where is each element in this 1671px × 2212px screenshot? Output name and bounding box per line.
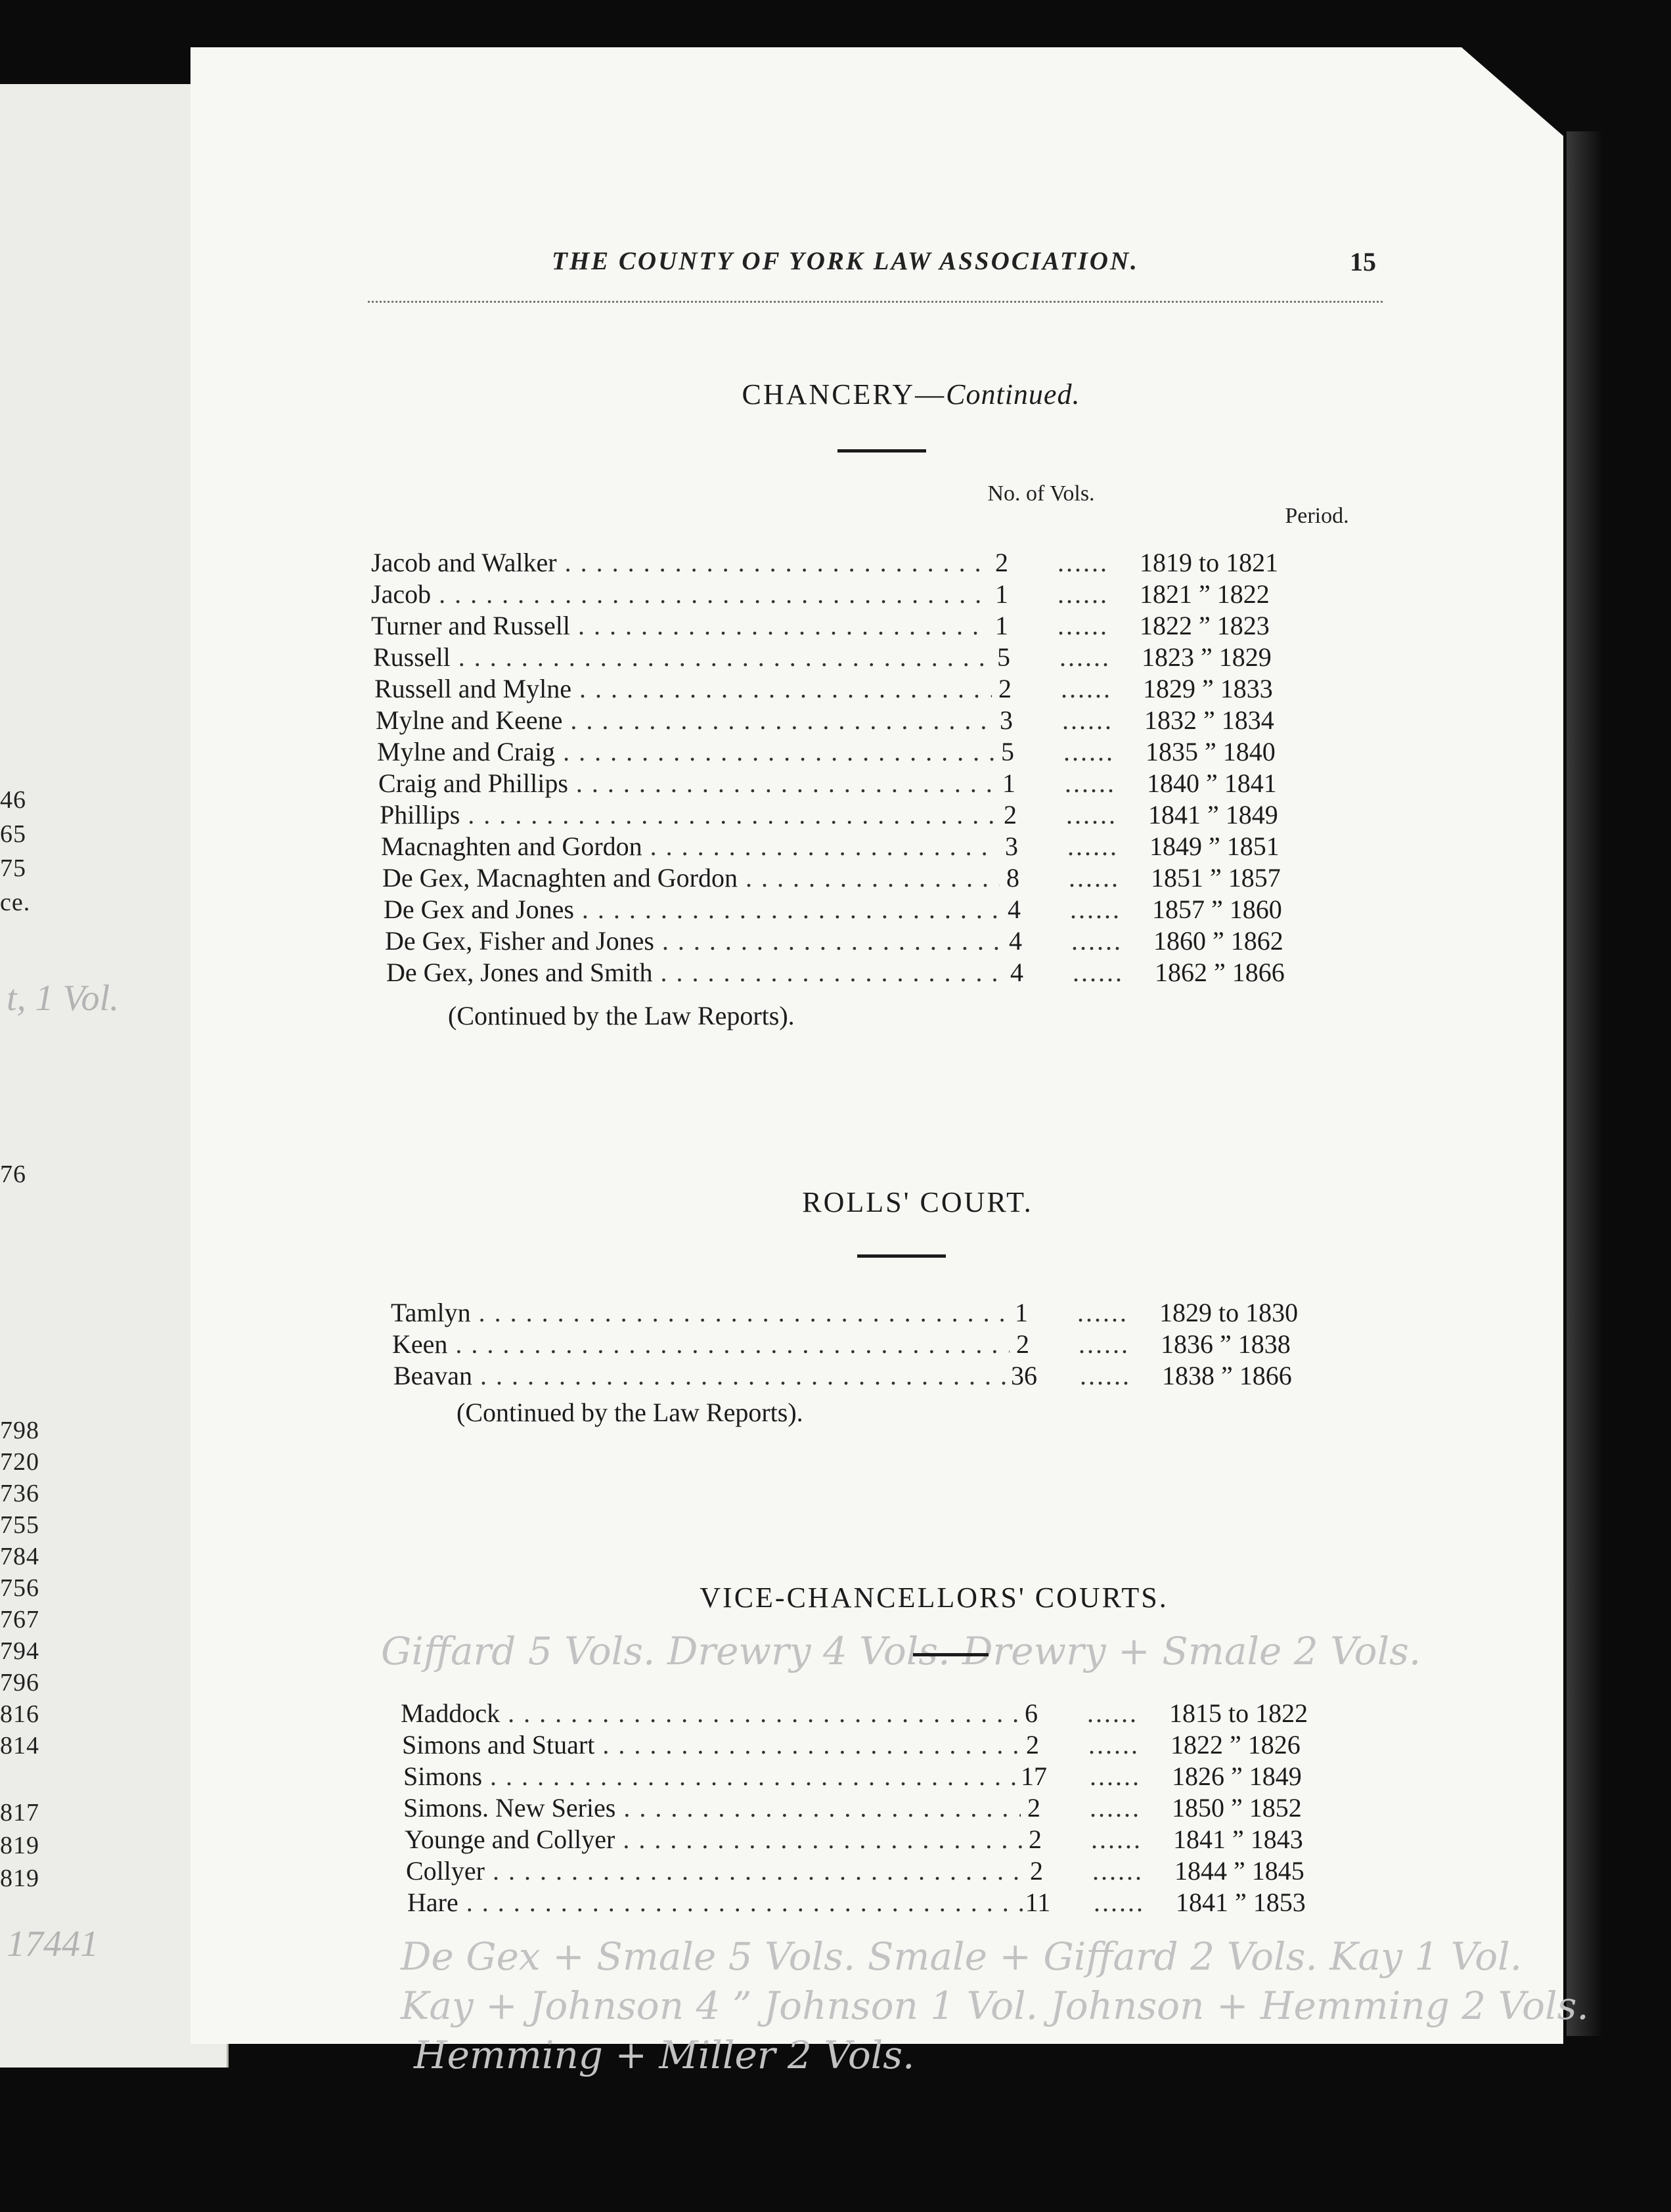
report-name: Russell . . . — [373, 642, 991, 673]
vols-count: 2 — [1026, 1730, 1039, 1759]
vols-count: 1 — [1015, 1298, 1028, 1327]
report-name: Craig and Phillips . . . — [378, 768, 996, 799]
leader-dots: ...... — [1092, 1856, 1144, 1886]
left-fragment: 736 — [0, 1480, 39, 1507]
running-head-title: THE COUNTY OF YORK LAW ASSOCIATION. — [552, 247, 1139, 275]
leader-dots: ...... — [1066, 800, 1117, 830]
handwritten-note: Giffard 5 Vols. Drewry 4 Vols. Drewry + Smale 2 Vols. — [381, 1629, 1421, 1673]
period: 1857 ” 1860 — [1152, 895, 1282, 924]
vols-count: 4 — [1008, 895, 1021, 924]
period: 1840 ” 1841 — [1147, 768, 1277, 798]
left-fragment: 816 — [0, 1700, 39, 1728]
vols-count: 3 — [1000, 705, 1013, 735]
period: 1821 ” 1822 — [1140, 579, 1270, 609]
leader-dots: ...... — [1058, 579, 1109, 609]
handwritten-note: Hemming + Miller 2 Vols. — [414, 2033, 915, 2077]
report-name: De Gex, Macnaghten and Gordon . . . — [382, 862, 1000, 894]
left-fragment: 767 — [0, 1606, 39, 1633]
report-name: Jacob and Walker . . . — [371, 547, 989, 579]
report-name: Younge and Collyer . . . — [405, 1824, 1022, 1855]
vols-count: 1 — [995, 579, 1008, 609]
period: 1838 ” 1866 — [1162, 1361, 1292, 1390]
report-name: Mylne and Keene . . . — [376, 705, 993, 736]
period: 1862 ” 1866 — [1155, 958, 1285, 987]
period: 1860 ” 1862 — [1153, 926, 1283, 956]
vols-count: 2 — [1004, 800, 1017, 830]
vols-count: 3 — [1005, 831, 1018, 861]
left-fragment: 819 — [0, 1832, 39, 1859]
vols-count: 17 — [1021, 1761, 1047, 1791]
period: 1835 ” 1840 — [1146, 737, 1276, 766]
left-fragment: 46 — [0, 786, 26, 814]
rolls-court-title: ROLLS' COURT. — [802, 1186, 1033, 1218]
left-fragment: 817 — [0, 1799, 39, 1826]
left-fragment: 798 — [0, 1417, 39, 1444]
vols-count: 2 — [1029, 1825, 1042, 1854]
period: 1841 ” 1849 — [1148, 800, 1278, 830]
period: 1832 ” 1834 — [1144, 705, 1274, 735]
left-fragment: 755 — [0, 1511, 39, 1539]
leader-dots: ...... — [1088, 1730, 1140, 1759]
vols-count: 4 — [1010, 958, 1023, 987]
leader-dots: ...... — [1073, 958, 1124, 987]
running-head — [0, 246, 1671, 279]
handwritten-note: Kay + Johnson 4 ” Johnson 1 Vol. Johnson + Hemming 2 Vols. — [401, 1983, 1589, 2028]
vols-column-heading: No. of Vols. — [987, 481, 1095, 506]
left-fragment: 796 — [0, 1669, 39, 1696]
left-fragment: 720 — [0, 1448, 39, 1476]
period: 1823 ” 1829 — [1142, 642, 1272, 672]
left-fragment: 814 — [0, 1732, 39, 1759]
vols-count: 36 — [1011, 1361, 1037, 1390]
left-fragment: 784 — [0, 1543, 39, 1570]
report-name: Mylne and Craig . . . — [377, 736, 994, 768]
vols-count: 1 — [995, 611, 1008, 640]
report-name: Turner and Russell . . . — [371, 610, 989, 642]
page-number: 15 — [1350, 247, 1376, 276]
period: 1819 to 1821 — [1140, 548, 1279, 577]
leader-dots: ...... — [1067, 831, 1119, 861]
report-name: Collyer . . . — [406, 1855, 1023, 1887]
report-name: Simons and Stuart . . . — [402, 1729, 1019, 1761]
report-name: Simons . . . — [403, 1761, 1021, 1792]
vols-count: 2 — [998, 674, 1012, 703]
rolls-court-note: (Continued by the Law Reports). — [457, 1398, 803, 1427]
leader-dots: ...... — [1094, 1888, 1145, 1917]
left-fragment: 819 — [0, 1865, 39, 1892]
handwritten-note: De Gex + Smale 5 Vols. Smale + Giffard 2 Vols. Kay 1 Vol. — [401, 1934, 1523, 1979]
leader-dots: ...... — [1058, 611, 1109, 640]
rolls-court-rule — [857, 1254, 946, 1258]
chancery-note: (Continued by the Law Reports). — [448, 1001, 795, 1030]
vols-count: 11 — [1025, 1888, 1051, 1917]
left-fragment: 76 — [0, 1161, 26, 1188]
period: 1815 to 1822 — [1169, 1698, 1308, 1728]
left-handwriting: 17441 — [7, 1924, 99, 1964]
report-name: De Gex, Jones and Smith . . . — [386, 957, 1004, 988]
header-rule — [368, 301, 1383, 303]
vols-count: 4 — [1009, 926, 1022, 956]
vice-chancellors-title: VICE-CHANCELLORS' COURTS. — [700, 1582, 1169, 1614]
period: 1844 ” 1845 — [1174, 1856, 1304, 1886]
vols-count: 8 — [1006, 863, 1019, 893]
report-name: Russell and Mylne . . . — [374, 673, 992, 705]
vice-chancellors-rule — [913, 1653, 989, 1656]
vols-count: 5 — [1001, 737, 1014, 766]
leader-dots: ...... — [1061, 674, 1112, 703]
chancery-rule — [837, 449, 926, 453]
period-column-heading: Period. — [1285, 504, 1349, 528]
leader-dots: ...... — [1087, 1698, 1138, 1728]
vols-count: 6 — [1025, 1698, 1038, 1728]
vols-count: 5 — [997, 642, 1010, 672]
report-name: Jacob . . . — [371, 579, 989, 610]
leader-dots: ...... — [1062, 705, 1113, 735]
period: 1829 ” 1833 — [1143, 674, 1273, 703]
page-edge-shadow — [1567, 131, 1603, 2036]
report-name: Hare . . . — [407, 1887, 1025, 1918]
left-fragment: 756 — [0, 1574, 39, 1602]
vols-count: 2 — [1030, 1856, 1043, 1886]
chancery-title: CHANCERY—Continued. — [742, 378, 1081, 410]
leader-dots: ...... — [1063, 737, 1115, 766]
vols-count: 1 — [1002, 768, 1015, 798]
report-name: De Gex, Fisher and Jones . . . — [385, 925, 1002, 957]
report-name: Maddock . . . — [401, 1698, 1018, 1729]
left-fragment: ce. — [0, 889, 31, 916]
report-name: Macnaghten and Gordon . . . — [381, 831, 998, 862]
leader-dots: ...... — [1090, 1761, 1141, 1791]
leader-dots: ...... — [1070, 895, 1121, 924]
leader-dots: ...... — [1069, 863, 1120, 893]
period: 1826 ” 1849 — [1172, 1761, 1302, 1791]
period: 1829 to 1830 — [1159, 1298, 1299, 1327]
period: 1849 ” 1851 — [1149, 831, 1280, 861]
leader-dots: ...... — [1090, 1793, 1141, 1823]
leader-dots: ...... — [1058, 548, 1109, 577]
period: 1841 ” 1853 — [1176, 1888, 1306, 1917]
report-name: Keen . . . — [392, 1329, 1010, 1360]
period: 1850 ” 1852 — [1172, 1793, 1302, 1823]
vols-count: 2 — [995, 548, 1008, 577]
leader-dots: ...... — [1071, 926, 1123, 956]
report-name: Beavan . . . — [393, 1360, 1011, 1392]
report-name: Simons. New Series . . . — [403, 1792, 1021, 1824]
period: 1851 ” 1857 — [1151, 863, 1281, 893]
period: 1822 ” 1826 — [1170, 1730, 1301, 1759]
leader-dots: ...... — [1059, 642, 1111, 672]
period: 1822 ” 1823 — [1140, 611, 1270, 640]
left-fragment: 794 — [0, 1637, 39, 1665]
left-fragment: 75 — [0, 854, 26, 882]
period: 1841 ” 1843 — [1173, 1825, 1303, 1854]
report-name: Phillips . . . — [380, 799, 997, 831]
leader-dots: ...... — [1065, 768, 1116, 798]
leader-dots: ...... — [1080, 1361, 1131, 1390]
leader-dots: ...... — [1079, 1329, 1130, 1359]
report-name: De Gex and Jones . . . — [384, 894, 1001, 925]
leader-dots: ...... — [1077, 1298, 1128, 1327]
vols-count: 2 — [1027, 1793, 1040, 1823]
vols-count: 2 — [1016, 1329, 1029, 1359]
left-handwriting: t, 1 Vol. — [7, 978, 120, 1019]
period: 1836 ” 1838 — [1161, 1329, 1291, 1359]
report-name: Tamlyn . . . — [391, 1297, 1008, 1329]
leader-dots: ...... — [1091, 1825, 1142, 1854]
left-fragment: 65 — [0, 820, 26, 848]
